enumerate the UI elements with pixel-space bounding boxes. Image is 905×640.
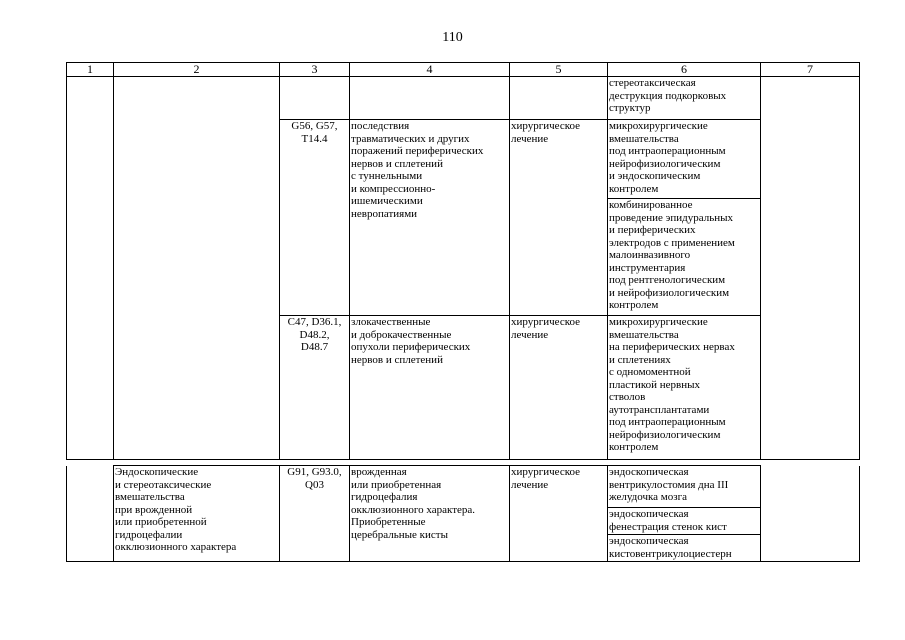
- cell-procedure-group: Эндоскопические и стереотаксические вмешательства при врожденной или приобретенной гидроцефалии окклюзионного характера: [114, 466, 280, 562]
- cell-method: микрохирургические вмешательства на периферических нервах и сплетениях с одномоментной пластикой нервных стволов аутотрансплантатами под интраоперационным нейрофизиологическим контролем: [608, 316, 761, 460]
- cell-method: микрохирургические вмешательства под интраоперационным нейрофизиологическим и эндоскопическим контролем: [608, 120, 761, 199]
- cell-diagnosis: врожденная или приобретенная гидроцефалия окклюзионного характера. Приобретенные церебральные кисты: [350, 466, 510, 562]
- table-row: [67, 466, 860, 508]
- header-col-3: 3: [280, 63, 350, 77]
- cell-method: эндоскопическая вентрикулостомия дна III желудочка мозга: [608, 466, 761, 508]
- cell-treatment-type: хирургическое лечение: [510, 466, 608, 562]
- cell-icd-codes: G91, G93.0, Q03: [280, 466, 350, 562]
- header-col-1: 1: [67, 63, 114, 77]
- cell-col-4: [350, 77, 510, 120]
- table-row: [67, 77, 860, 120]
- cell-col-7: [761, 466, 860, 562]
- services-table-continued: [66, 465, 860, 562]
- cell-col-1: [67, 77, 114, 460]
- cell-diagnosis: последствия травматических и других поражений периферических нервов и сплетений с туннельными и компрессионно- ишемическими невропатиями: [350, 120, 510, 316]
- cell-method: комбинированное проведение эпидуральных и периферических электродов с применением малоинвазивного инструментария под рентгенологическим и нейрофизиологическим контролем: [608, 199, 761, 316]
- cell-diagnosis: злокачественные и доброкачественные опухоли периферических нервов и сплетений: [350, 316, 510, 460]
- header-col-5: 5: [510, 63, 608, 77]
- header-row: [67, 63, 860, 77]
- header-col-6: 6: [608, 63, 761, 77]
- cell-col-2: [114, 77, 280, 460]
- header-col-7: 7: [761, 63, 860, 77]
- cell-col-1: [67, 466, 114, 562]
- cell-treatment-type: хирургическое лечение: [510, 120, 608, 316]
- cell-method: стереотаксическая деструкция подкорковых структур: [608, 77, 761, 120]
- cell-icd-codes: G56, G57, T14.4: [280, 120, 350, 316]
- cell-method: эндоскопическая фенестрация стенок кист: [608, 508, 761, 535]
- header-col-4: 4: [350, 63, 510, 77]
- cell-col-5: [510, 77, 608, 120]
- cell-method: эндоскопическая кистовентрикулоциестерн: [608, 535, 761, 562]
- page-number: 110: [442, 30, 463, 45]
- services-table: [66, 62, 860, 460]
- header-col-2: 2: [114, 63, 280, 77]
- cell-treatment-type: хирургическое лечение: [510, 316, 608, 460]
- cell-col-3: [280, 77, 350, 120]
- cell-icd-codes: C47, D36.1, D48.2, D48.7: [280, 316, 350, 460]
- cell-col-7: [761, 77, 860, 460]
